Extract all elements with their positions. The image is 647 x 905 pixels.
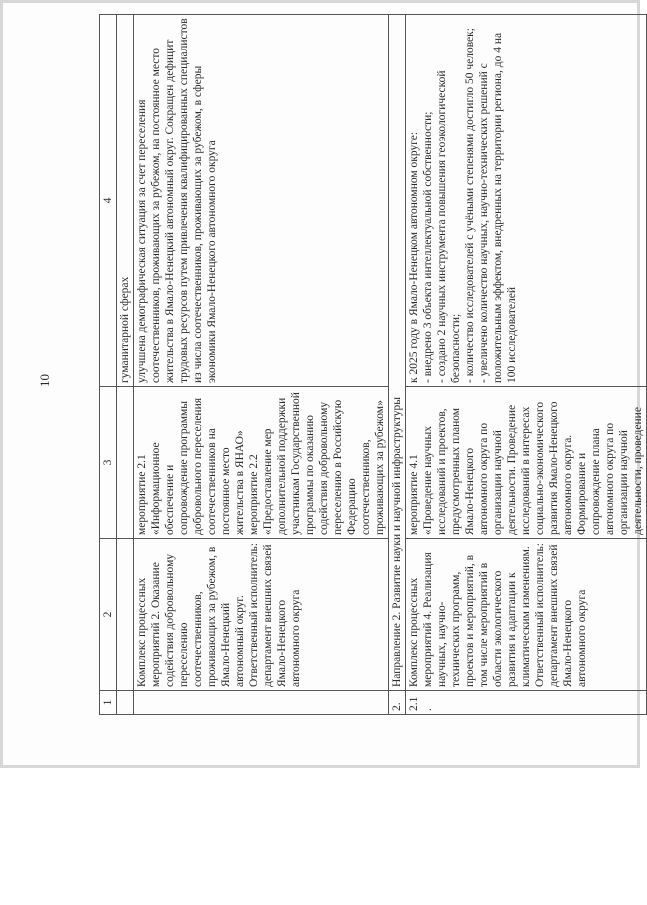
header-col-4: 4	[100, 15, 117, 387]
table-row	[134, 15, 389, 715]
section-row	[389, 15, 406, 715]
row-activities: мероприятие 4.1 «Проведение научных исследований и проектов, предусмотренных планом Ямало-Ненецкого автономного округа по организации научной деятельности. Проведение исследований в интересах социально-экономического развития Ямало-Ненецкого автономного округа. Формирование и сопровождение плана автономного округа по организации научной деятельности, проведение	[406, 387, 647, 539]
header-col-1: 1	[100, 691, 117, 715]
rotated-content	[3, 3, 644, 765]
continuation-row	[117, 15, 134, 715]
continuation-col-2	[117, 539, 134, 691]
row-activities: мероприятие 2.1 «Информационное обеспечение и сопровождение программы добровольного переселения соотечественников на постоянное место жительства в ЯНАО» мероприятие 2.2 «Предоставление мер дополнительной поддержки участникам Государственной программы по оказанию содействия добровольному переселению в Российскую Федерацию соотечественников, проживающих за рубежом»	[134, 387, 389, 539]
results-item: - создано 2 научных инструмента повышения геоэкологической безопасности;	[436, 70, 462, 383]
continuation-text: гуманитарной сферах	[117, 15, 134, 387]
table-row	[406, 15, 647, 715]
header-col-2: 2	[100, 539, 117, 691]
results-intro: к 2025 году в Ямало-Ненецком автономном округе:	[408, 131, 420, 383]
section-title: Направление 2. Развитие науки и научной инфраструктуры	[389, 15, 406, 691]
header-col-3: 3	[100, 387, 117, 539]
section-num: 2.	[389, 691, 406, 715]
document-sheet	[3, 3, 644, 765]
row-results	[406, 15, 647, 387]
results-item: - количество исследователей с учёными степенями достигло 50 человек;	[464, 28, 476, 383]
row-complex-description: Комплекс процессных мероприятий 2. Оказание содействия добровольному переселению соотечественников, проживающих за рубежом, в Ямало-Ненецкий автономный округ. Ответственный исполнитель: департамент внешних связей Ямало-Ненецкого автономного округа	[134, 539, 389, 691]
header-row	[100, 15, 117, 715]
continuation-num	[117, 691, 134, 715]
row-complex-description: Комплекс процессных мероприятий 4. Реализация научных, научно-технических программ, проектов и мероприятий, в том числе мероприятий в области экологического развития и адаптации к климатическим изменениям. Ответственный исполнитель: департамент внешних связей Ямало-Ненецкого автономного округа	[406, 539, 647, 691]
row-num: 2.1.	[406, 691, 647, 715]
measures-table	[99, 14, 647, 715]
continuation-col-3	[117, 387, 134, 539]
results-item: - внедрено 3 объекта интеллектуальной собственности;	[422, 111, 434, 383]
results-item: - увеличено количество научных, научно-технических решений с положительным эффектом, внедренных на территории региона, до 4 на 100 исследователей	[478, 32, 518, 383]
row-num	[134, 691, 389, 715]
row-results: улучшена демографическая ситуация за счет переселения соотечественников, проживающих за рубежом, на постоянное место жительства в Ямало-Ненецкий автономный округ. Сокращен дефицит трудовых ресурсов путем привлечения квалифицированных специалистов из числа соотечественников, проживающих за рубежом, в сферы экономики Ямало-Ненецкого автономного округа	[134, 15, 389, 387]
page-number: 10	[37, 374, 52, 387]
